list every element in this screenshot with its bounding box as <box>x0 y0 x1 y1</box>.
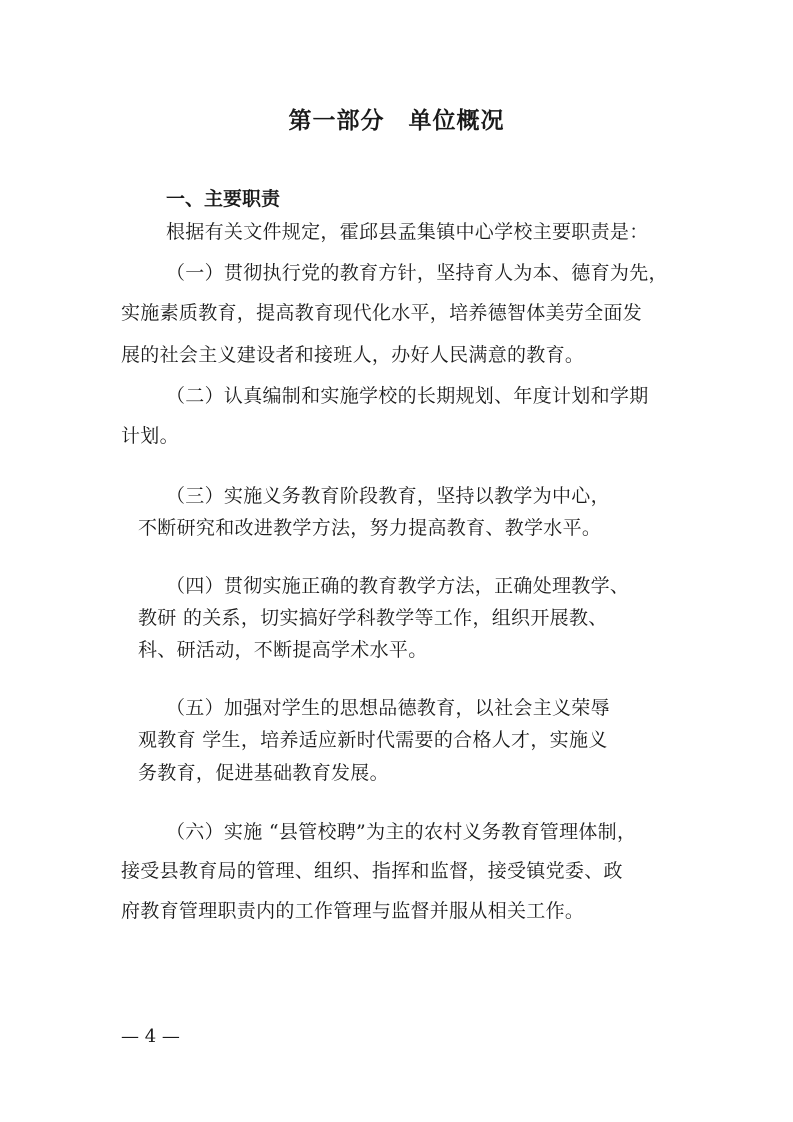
paragraph-5-line-2: 观教育 学生，培养适应新时代需要的合格人才，实施义 <box>138 729 608 751</box>
paragraph-3-line-1: （三）实施义务教育阶段教育，坚持以教学为中心， <box>166 485 610 507</box>
paragraph-5-line-1: （五）加强对学生的思想品德教育，以社会主义荣辱 <box>166 697 610 719</box>
paragraph-4-line-3: 科、研活动，不断提高学术水平。 <box>138 639 428 661</box>
paragraph-3-line-2: 不断研究和改进教学方法，努力提高教育、教学水平。 <box>138 517 602 539</box>
intro-line: 根据有关文件规定，霍邱县孟集镇中心学校主要职责是： <box>166 221 649 243</box>
section-heading: 一、主要职责 <box>166 188 281 210</box>
paragraph-1-line-1: （一）贯彻执行党的教育方针，坚持育人为本、德育为先， <box>166 262 668 284</box>
paragraph-1-line-2: 实施素质教育，提高教育现代化水平，培养德智体美劳全面发 <box>121 302 643 324</box>
page-title: 第一部分 单位概况 <box>288 108 505 134</box>
paragraph-4-line-1: （四）贯彻实施正确的教育教学方法，正确处理教学、 <box>166 575 630 597</box>
paragraph-6-line-2: 接受县教育局的管理、组织、指挥和监督，接受镇党委、政 <box>121 860 623 882</box>
paragraph-4-line-2: 教研 的关系，切实搞好学科教学等工作，组织开展教、 <box>138 607 608 629</box>
page-number: — 4 — <box>121 1026 180 1047</box>
paragraph-5-line-3: 务教育，促进基础教育发展。 <box>138 762 389 784</box>
paragraph-6-line-3: 府教育管理职责内的工作管理与监督并服从相关工作。 <box>121 900 585 922</box>
paragraph-2-line-2: 计划。 <box>121 425 179 447</box>
paragraph-6-line-1: （六）实施 “县管校聘”为主的农村义务教育管理体制， <box>166 821 637 843</box>
paragraph-2-line-1: （二）认真编制和实施学校的长期规划、年度计划和学期 <box>166 385 649 407</box>
paragraph-1-line-3: 展的社会主义建设者和接班人，办好人民满意的教育。 <box>121 344 585 366</box>
